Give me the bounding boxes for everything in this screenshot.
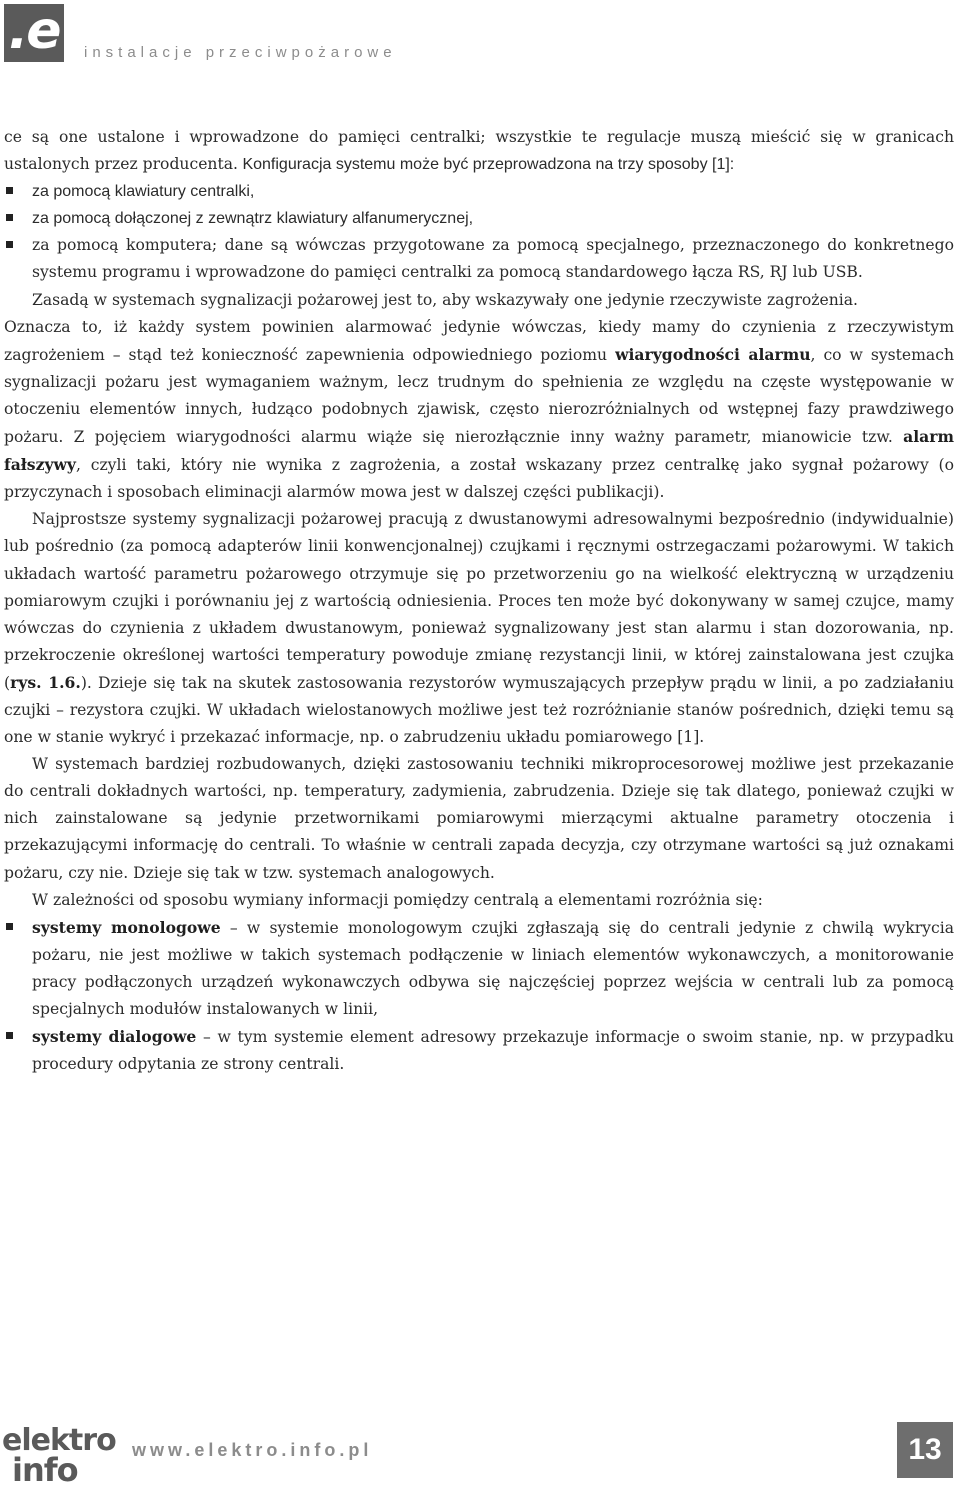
configuration-methods-list xyxy=(4,178,954,286)
list-item xyxy=(4,914,954,1023)
paragraph: W zależności od sposobu wymiany informacji pomiędzy centralą a elementami rozróżnia się: xyxy=(32,890,763,909)
text-run: – w tym systemie element adresowy przekazuje informacje o swoim stanie, np. w przypadku procedury odpytania ze strony centrali. xyxy=(32,1028,954,1074)
bold-term: wiarygodności alarmu xyxy=(615,344,811,364)
figure-reference: rys. 1.6. xyxy=(10,672,81,692)
paragraph-intro-part1: ce są one ustalone i wprowadzone do pamięci centralki; wszystkie te regulacje muszą mieścić się w granicach ustalonych przez producenta. xyxy=(4,128,954,174)
logo-line-1: elektro xyxy=(2,1423,116,1458)
paragraph xyxy=(4,314,954,507)
text-run: Oznacza to, iż każdy system powinien alarmować jedynie wówczas, kiedy mamy do czynienia z rzeczywistym zagrożeniem – stąd też konieczność zapewnienia odpowiedniego poziomu xyxy=(4,317,954,364)
list-item: za pomocą klawiatury centralki, xyxy=(4,178,954,205)
footer-url: www.elektro.info.pl xyxy=(132,1440,373,1460)
paragraph: Zasadą w systemach sygnalizacji pożarowej jest to, aby wskazywały one jedynie rzeczywiste zagrożenia. xyxy=(32,290,859,309)
list-item xyxy=(4,1023,954,1078)
bold-term: systemy monologowe xyxy=(32,917,221,937)
text-run: ). Dzieje się tak na skutek zastosowania rezystorów wymuszających przepływ prądu w linii, a po zadziałaniu czujki – rezystora czujki. W układach wielostanowych możliwe jest też rozróżnianie stanów pośrednich, dzięki temu są one w stanie wykryć i przekazać informacje, np. o zabrudzeniu układu pomiarowego [1]. xyxy=(4,673,954,747)
text-run: , czyli taki, który nie wynika z zagrożenia, a został wskazany przez centralkę jako sygnał pożarowy (o przyczynach i sposobach eliminacji alarmów mowa jest w dalszej części publikacji). xyxy=(4,456,954,502)
text-run: Najprostsze systemy sygnalizacji pożarowej pracują z dwustanowymi adresowalnymi bezpośrednio (indywidualnie) lub pośrednio (za pomocą adapterów linii konwencjonalnej) czujkami i ręcznymi ostrzegaczami pożarowymi. W takich układach wartość parametru pożarowego otrzymuje się po przetworzeniu go na wielkość elektryczną w urządzeniu pomiarowym czujki i porównaniu jej z wartością odniesienia. Proces ten może być dokonywany w samej czujce, mamy wówczas do czynienia z układem dwustanowym, ponieważ sygnalizowany jest stan alarmu i stan dozorowania, np. przekroczenie określonej wartości temperatury powoduje zmianę rezystancji linii, w której zainstalowana jest czujka ( xyxy=(4,510,954,692)
text-run: , co w systemach sygnalizacji pożaru jest wymaganiem ważnym, lecz trudnym do spełnienia ze względu na częste występowanie w otoczeniu elementów innych, łudząco podobnych zjawisk, często nierozróżnialnych od wstępnej fazy prawdziwego pożaru. Z pojęciem wiarygodności alarmu wiąże się nierozłącznie inny ważny parametr, mianowicie tzw. xyxy=(4,345,954,447)
paragraph-intro-part2: Konfiguracja systemu może być przeprowadzona na trzy sposoby [1]: xyxy=(238,156,735,174)
elektro-info-logo xyxy=(2,1423,116,1489)
magazine-logo-e: .e xyxy=(4,4,64,62)
page-number: 13 xyxy=(897,1422,953,1478)
article-body xyxy=(4,124,954,1078)
bold-term: alarm fałszywy xyxy=(4,427,954,475)
section-header: instalacje przeciwpożarowe xyxy=(84,44,397,61)
list-item: za pomocą komputera; dane są wówczas przygotowane za pomocą specjalnego, przeznaczonego do konkretnego systemu programu i wprowadzone do pamięci centralki za pomocą standardowego łącza RS, RJ lub USB. xyxy=(4,232,954,286)
logo-line-2: info xyxy=(12,1451,78,1489)
paragraph xyxy=(4,506,954,751)
text-run: – w systemie monologowym czujki zgłaszają się do centrali jedynie z chwilą wykrycia pożaru, nie jest możliwe w takich systemach podłączenie w liniach elementów wykonawczych, a monitorowanie pracy podłączonych urządzeń wykonawczych odbywa się najczęściej poprzez wejścia w centrali lub za pomocą specjalnych modułów instalowanych w linii, xyxy=(32,918,954,1018)
list-item: za pomocą dołączonej z zewnątrz klawiatury alfanumerycznej, xyxy=(4,205,954,232)
paragraph: W systemach bardziej rozbudowanych, dzięki zastosowaniu techniki mikroprocesorowej możliwe jest przekazanie do centrali dokładnych wartości, np. temperatury, zadymienia, zabrudzenia. Dzieje się tak dlatego, ponieważ czujki w nich zainstalowane są jedynie przetwornikami pomiarowymi mierzącymi aktualne parametry otoczenia i przekazującymi informację do centrali. To właśnie w centrali zapada decyzja, czy otrzymane wartości są już oznakami pożaru, czy nie. Dzieje się tak w tzw. systemach analogowych. xyxy=(4,755,954,882)
system-types-list xyxy=(4,914,954,1079)
bold-term: systemy dialogowe xyxy=(32,1027,197,1047)
paragraph-intro xyxy=(4,124,954,178)
